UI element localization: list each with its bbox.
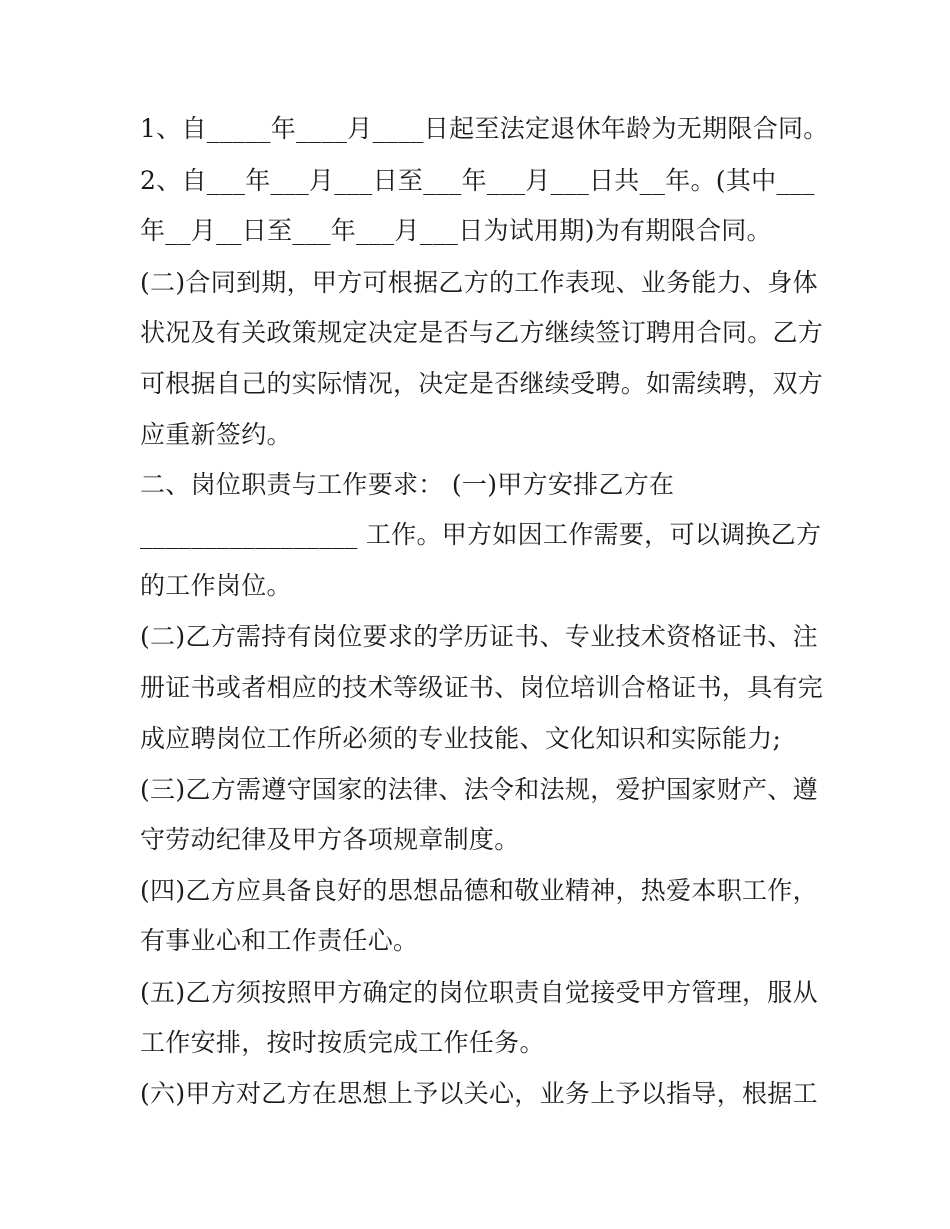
text-line: (四)乙方应具备良好的思想品德和敬业精神，热爱本职工作， [140, 876, 818, 905]
text-line: _________________ 工作。甲方如因工作需要，可以调换乙方 [140, 520, 822, 549]
text-line: 2、自___年___月___日至___年___月___日共__年。(其中___ [140, 166, 815, 195]
text-line: (三)乙方需遵守国家的法律、法令和法规，爱护国家财产、遵 [140, 775, 818, 804]
text-line: (二)乙方需持有岗位要求的学历证书、专业技术资格证书、注 [140, 622, 818, 651]
text-line: (二)合同到期，甲方可根据乙方的工作表现、业务能力、身体 [140, 268, 818, 297]
text-line: 守劳动纪律及甲方各项规章制度。 [140, 825, 520, 854]
text-line: 工作安排，按时按质完成工作任务。 [140, 1028, 545, 1057]
text-line: 应重新签约。 [140, 420, 292, 449]
text-line: 年__月__日至___年___月___日为试用期)为有期限合同。 [140, 216, 772, 245]
text-line: 有事业心和工作责任心。 [140, 926, 419, 955]
text-line: 二、岗位职责与工作要求： (一)甲方安排乙方在 [140, 470, 675, 499]
text-line: 1、自_____年____月____日起至法定退休年龄为无期限合同。 [140, 114, 829, 143]
text-line: (六)甲方对乙方在思想上予以关心，业务上予以指导，根据工 [140, 1079, 818, 1108]
text-line: 可根据自己的实际情况，决定是否继续受聘。如需续聘，双方 [140, 369, 824, 398]
text-line: 的工作岗位。 [140, 571, 292, 600]
text-line: 成应聘岗位工作所必须的专业技能、文化知识和实际能力; [140, 724, 782, 753]
text-line: 状况及有关政策规定决定是否与乙方继续签订聘用合同。乙方 [140, 318, 824, 347]
text-line: (五)乙方须按照甲方确定的岗位职责自觉接受甲方管理，服从 [140, 978, 818, 1007]
text-line: 册证书或者相应的技术等级证书、岗位培训合格证书，具有完 [140, 673, 824, 702]
